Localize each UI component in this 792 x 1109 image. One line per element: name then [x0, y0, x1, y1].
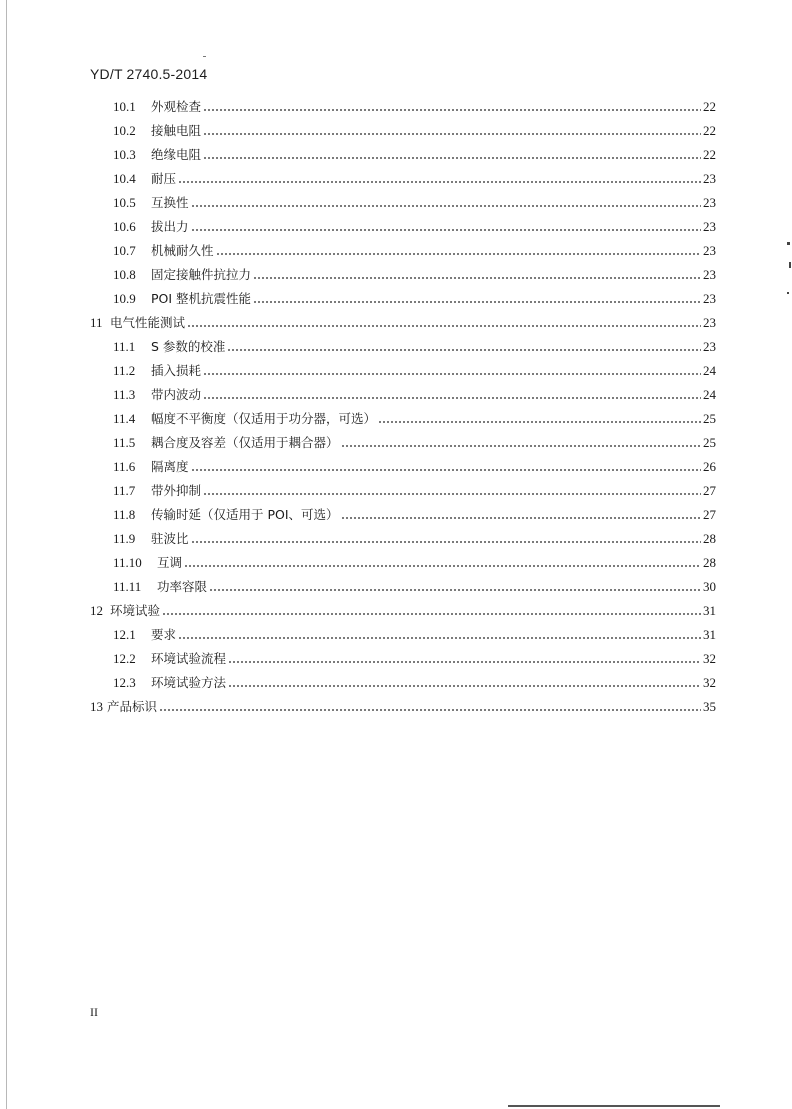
page-number: II	[90, 1005, 98, 1019]
toc-entry[interactable]	[113, 407, 716, 431]
dot-leader	[378, 421, 701, 423]
toc-entry-page: 31	[703, 603, 716, 618]
toc-entry-page: 28	[703, 555, 716, 570]
toc-entry-page: 22	[703, 99, 716, 114]
toc-entry-page: 23	[703, 339, 716, 354]
toc-entry-page: 25	[703, 435, 716, 450]
toc-entry-title: 机械耐久性	[151, 243, 214, 258]
toc-entry-title: 环境试验方法	[151, 675, 227, 690]
dot-leader	[227, 349, 701, 351]
dot-leader	[341, 517, 701, 519]
toc-entry-title: 环境试验流程	[151, 651, 227, 666]
toc-entry-number: 11	[90, 315, 103, 330]
scan-left-edge	[6, 0, 7, 1109]
toc-entry-number: 12.1	[113, 627, 136, 642]
dot-leader	[203, 493, 701, 495]
toc-entry[interactable]	[113, 383, 716, 407]
toc-entry-page: 27	[703, 483, 716, 498]
toc-entry-title: 产品标识	[107, 699, 158, 714]
toc-entry-page: 26	[703, 459, 716, 474]
toc-entry-number: 10.1	[113, 99, 136, 114]
toc-entry-number: 11.1	[113, 339, 136, 354]
toc-entry-number: 11.5	[113, 435, 136, 450]
dot-leader	[203, 397, 701, 399]
toc-entry-page: 24	[703, 363, 716, 378]
toc-entry-number: 10.2	[113, 123, 136, 138]
toc-entry-page: 35	[703, 699, 716, 714]
toc-entry-page: 24	[703, 387, 716, 402]
toc-entry-page: 32	[703, 651, 716, 666]
toc-entry-title: 绝缘电阻	[151, 147, 202, 162]
toc-entry-page: 23	[703, 315, 716, 330]
toc-entry-number: 10.9	[113, 291, 136, 306]
dot-leader	[191, 229, 701, 231]
toc-entry-title: 要求	[151, 627, 177, 642]
toc-entry-number: 11.6	[113, 459, 136, 474]
dot-leader	[253, 277, 701, 279]
toc-entry-title: 隔离度	[151, 459, 189, 474]
toc-entry-title: 幅度不平衡度（仅适用于功分器，可选）	[151, 411, 377, 426]
toc-entry-page: 23	[703, 195, 716, 210]
toc-entry[interactable]	[113, 215, 716, 239]
toc-entry-number: 12.2	[113, 651, 136, 666]
toc-entry-number: 12.3	[113, 675, 136, 690]
toc-entry[interactable]	[113, 95, 716, 119]
toc-entry[interactable]	[113, 335, 716, 359]
toc-entry-title: 耦合度及容差（仅适用于耦合器）	[151, 435, 339, 450]
dot-leader	[228, 661, 701, 663]
toc-entry-page: 23	[703, 171, 716, 186]
toc-entry-number: 10.5	[113, 195, 136, 210]
toc-entry[interactable]	[113, 455, 716, 479]
toc-entry[interactable]	[113, 671, 716, 695]
scan-speck	[203, 56, 206, 57]
toc-entry-page: 27	[703, 507, 716, 522]
toc-entry-title: 接触电阻	[151, 123, 202, 138]
toc-entry-page: 32	[703, 675, 716, 690]
toc-entry-number: 12	[90, 603, 103, 618]
dot-leader	[162, 613, 701, 615]
toc-entry[interactable]	[113, 287, 716, 311]
dot-leader	[341, 445, 701, 447]
scan-speck	[787, 242, 790, 245]
toc-entry-page: 22	[703, 123, 716, 138]
toc-entry[interactable]	[113, 191, 716, 215]
toc-entry-title: 插入损耗	[151, 363, 202, 378]
dot-leader	[191, 205, 701, 207]
toc-entry-page: 31	[703, 627, 716, 642]
toc-entry-page: 23	[703, 219, 716, 234]
dot-leader	[191, 469, 701, 471]
toc-entry-number: 11.8	[113, 507, 136, 522]
scan-bottom-edge	[508, 1105, 720, 1107]
toc-entry-title: 功率容限	[157, 579, 208, 594]
dot-leader	[203, 373, 701, 375]
toc-entry-number: 11.2	[113, 363, 136, 378]
toc-entry-title: 固定接触件抗拉力	[151, 267, 252, 282]
toc-entry-number: 11.3	[113, 387, 136, 402]
toc-entry[interactable]	[113, 143, 716, 167]
toc-entry-page: 23	[703, 267, 716, 282]
toc-entry-number: 13	[90, 699, 103, 714]
toc-entry-title: 耐压	[151, 171, 177, 186]
dot-leader	[184, 565, 701, 567]
toc-entry-title: 带外抑制	[151, 483, 202, 498]
toc-entry-number: 11.9	[113, 531, 136, 546]
toc-entry-title: 电气性能测试	[110, 315, 186, 330]
toc-entry-title: POI 整机抗震性能	[151, 291, 252, 306]
toc-entry-number: 10.7	[113, 243, 136, 258]
toc-entry-page: 25	[703, 411, 716, 426]
dot-leader	[209, 589, 701, 591]
toc-entry-title: 驻波比	[151, 531, 189, 546]
toc-entry[interactable]	[113, 119, 716, 143]
dot-leader	[159, 709, 701, 711]
toc-entry-title: 带内波动	[151, 387, 202, 402]
toc-entry[interactable]	[113, 575, 716, 599]
toc-entry-number: 11.4	[113, 411, 136, 426]
toc-entry[interactable]	[113, 527, 716, 551]
dot-leader	[178, 181, 701, 183]
scan-speck	[789, 262, 791, 268]
toc-entry-title: 互换性	[151, 195, 189, 210]
dot-leader	[203, 157, 701, 159]
toc-entry-number: 10.6	[113, 219, 136, 234]
toc-entry[interactable]	[113, 263, 716, 287]
toc-entry-page: 22	[703, 147, 716, 162]
toc-entry[interactable]	[113, 239, 716, 263]
toc-entry-number: 11.10	[113, 555, 142, 570]
toc-entry-number: 11.7	[113, 483, 136, 498]
toc-entry[interactable]	[113, 503, 716, 527]
toc-entry-number: 10.3	[113, 147, 136, 162]
toc-entry-title: 外观检查	[151, 99, 202, 114]
toc-entry-page: 23	[703, 243, 716, 258]
dot-leader	[191, 541, 701, 543]
toc-entry-page: 28	[703, 531, 716, 546]
toc-entry-title: 互调	[157, 555, 183, 570]
dot-leader	[253, 301, 701, 303]
dot-leader	[228, 685, 701, 687]
toc-entry[interactable]	[113, 479, 716, 503]
toc-entry[interactable]	[113, 431, 716, 455]
toc-entry-title: S 参数的校准	[151, 339, 226, 354]
toc-entry-title: 拔出力	[151, 219, 189, 234]
toc-entry[interactable]	[113, 359, 716, 383]
scan-speck	[787, 292, 789, 294]
toc-entry-page: 30	[703, 579, 716, 594]
dot-leader	[203, 109, 701, 111]
toc-entry[interactable]	[113, 623, 716, 647]
toc-entry-title: 环境试验	[110, 603, 161, 618]
toc-entry-number: 10.4	[113, 171, 136, 186]
toc-entry-number: 10.8	[113, 267, 136, 282]
toc-entry[interactable]	[113, 551, 716, 575]
toc-entry-page: 23	[703, 291, 716, 306]
dot-leader	[216, 253, 701, 255]
dot-leader	[187, 325, 701, 327]
toc-chapter-entry[interactable]	[90, 599, 716, 623]
dot-leader	[178, 637, 701, 639]
toc-entry[interactable]	[113, 167, 716, 191]
dot-leader	[203, 133, 701, 135]
toc-chapter-entry[interactable]	[90, 695, 716, 719]
document-code-header: YD/T 2740.5-2014	[90, 66, 208, 82]
toc-entry-number: 11.11	[113, 579, 142, 594]
toc-chapter-entry[interactable]	[90, 311, 716, 335]
toc-entry[interactable]	[113, 647, 716, 671]
toc-entry-title: 传输时延（仅适用于 POI、可选）	[151, 507, 339, 522]
